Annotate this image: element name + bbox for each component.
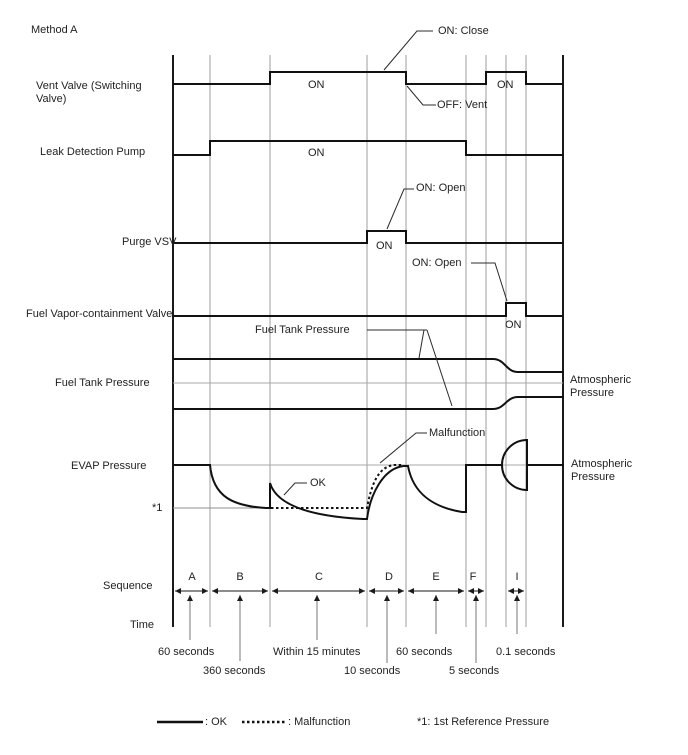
annotation-vapor-on-open: ON: Open — [412, 257, 462, 269]
off-vent-leader — [407, 86, 436, 105]
leak-detection-pump-trace — [173, 141, 563, 155]
leak-pump-on-label: ON — [308, 147, 325, 159]
row-label-sequence: Sequence — [103, 580, 153, 592]
fuel-tank-pressure-upper-trace — [173, 359, 564, 372]
reference-pressure-mark: *1 — [152, 502, 163, 514]
duration-a: 60 seconds — [158, 646, 215, 658]
on-close-leader — [384, 31, 433, 70]
sequence-step-d: D — [385, 571, 393, 583]
row-label-vent-valve: Vent Valve (Switching Valve) — [36, 80, 142, 105]
evap-pressure-ok-trace — [173, 465, 502, 519]
purge-vsv-trace — [173, 231, 563, 243]
fuel-tank-pressure-lower-trace — [173, 397, 564, 409]
annotation-fuel-tank-pressure: Fuel Tank Pressure — [255, 324, 350, 336]
vapor-on-open-leader — [471, 263, 507, 301]
row-label-time: Time — [130, 619, 155, 631]
fuel-tank-atmospheric-label: Atmospheric Pressure — [570, 374, 632, 399]
evap-atmospheric-label: Atmospheric Pressure — [571, 458, 633, 483]
duration-f: 5 seconds — [449, 665, 500, 677]
fuel-tank-pressure-leader — [367, 330, 452, 406]
purge-on-open-leader — [387, 189, 414, 229]
annotation-malfunction: Malfunction — [429, 427, 486, 439]
legend-reference-note: *1: 1st Reference Pressure — [417, 716, 550, 728]
fuel-vapor-on-label: ON — [505, 319, 522, 331]
page-title: Method A — [31, 24, 78, 36]
row-label-leak-detection-pump: Leak Detection Pump — [40, 146, 146, 158]
annotation-purge-on-open: ON: Open — [416, 182, 466, 194]
row-label-purge-vsv: Purge VSV — [122, 236, 177, 248]
row-label-evap-pressure: EVAP Pressure — [71, 460, 147, 472]
sequence-step-c: C — [315, 571, 323, 583]
purge-vsv-on-label: ON — [376, 240, 393, 252]
duration-b: 360 seconds — [203, 665, 266, 677]
sequence-step-f: F — [469, 571, 477, 583]
duration-e: 60 seconds — [396, 646, 453, 658]
row-label-fuel-vapor-valve: Fuel Vapor-containment Valve — [26, 308, 173, 320]
sequence-step-b: B — [236, 571, 244, 583]
legend-malfunction-label: : Malfunction — [288, 716, 351, 728]
annotation-on-close: ON: Close — [438, 25, 489, 37]
fuel-vapor-valve-trace — [173, 303, 563, 316]
vent-valve-on-label-2: ON — [497, 79, 514, 91]
annotation-ok: OK — [310, 477, 326, 489]
legend-ok-label: : OK — [205, 716, 228, 728]
duration-d: 10 seconds — [344, 665, 401, 677]
row-label-fuel-tank-pressure: Fuel Tank Pressure — [55, 377, 150, 389]
ok-leader — [284, 483, 307, 495]
sequence-step-i: I — [515, 571, 519, 583]
evap-pressure-malfunction-trace — [271, 465, 402, 508]
malfunction-leader — [380, 433, 427, 463]
reference-lines — [173, 383, 563, 508]
annotation-off-vent: OFF: Vent — [437, 99, 488, 111]
duration-i: 0.1 seconds — [496, 646, 556, 658]
sequence-step-e: E — [432, 571, 440, 583]
duration-c: Within 15 minutes — [273, 646, 361, 658]
sequence-step-a: A — [188, 571, 196, 583]
vent-valve-on-label-1: ON — [308, 79, 325, 91]
